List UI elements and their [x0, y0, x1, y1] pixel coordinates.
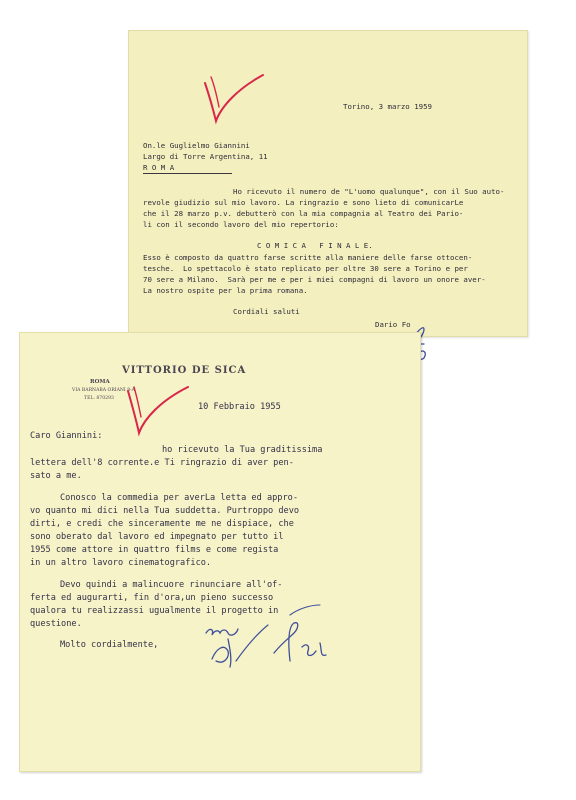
body-line: questione.: [30, 619, 82, 629]
body-line: ho ricevuto la Tua graditissima: [162, 445, 323, 455]
body-line: Esso è composto da quattro farse scritte alla maniere delle farse ottocen-: [143, 253, 473, 262]
body-line: sato a me.: [30, 471, 82, 481]
body-line: Devo quindi a malincuore rinunciare all'of-: [60, 580, 283, 590]
letter-date: 10 Febbraio 1955: [198, 402, 281, 412]
body-line: lettera dell'8 corrente.e Ti ringrazio di aver pen-: [30, 458, 294, 468]
recipient-name: On.le Guglielmo Giannini: [143, 141, 250, 150]
body-line: Conosco la commedia per averLa letta ed appro-: [60, 493, 298, 503]
recipient-city: R O M A: [143, 162, 232, 174]
body-line: sono oberato dal lavoro ed impegnato per tutto il: [30, 532, 284, 542]
red-checkmark-annotation: [124, 379, 204, 445]
vittorio-de-sica-letter: [19, 332, 421, 772]
recipient-street: Largo di Torre Argentina, 11: [143, 152, 268, 161]
body-line: qualora tu realizzassi ugualmente il progetto in: [30, 606, 279, 616]
play-title: C O M I C A F I N A L E.: [257, 241, 373, 250]
closing: Cordiali saluti: [233, 307, 300, 316]
body-line: La nostro ospite per la prima romana.: [143, 286, 308, 295]
body-line: 70 sere a Milano. Sarà per me e per i miei compagni di lavoro un onore aver-: [143, 275, 486, 284]
letterhead-street: VIA BARNABA ORIANI 8-A: [72, 388, 135, 393]
letterhead-city: ROMA: [90, 379, 110, 385]
letterhead-name: VITTORIO DE SICA: [122, 365, 247, 376]
salutation: Caro Giannini:: [30, 431, 103, 441]
closing: Molto cordialmente,: [60, 640, 159, 650]
body-line: in un altro lavoro cinematografico.: [30, 558, 212, 568]
body-line: revole giudizio sul mio lavoro. La ringrazio e sono lieto di comunicarLe: [143, 198, 464, 207]
body-line: vo quanto mi dici nella Tua suddetta. Purtroppo devo: [30, 506, 300, 516]
red-checkmark-annotation: [203, 63, 283, 133]
de-sica-signature: [202, 603, 352, 675]
body-line: tesche. Lo spettacolo è stato replicato per oltre 30 sere a Torino e per: [143, 264, 468, 273]
body-line: 1955 come attore in quattro films e come regista: [30, 545, 279, 555]
signer-name: Dario Fo: [375, 320, 411, 329]
body-line: li con il secondo lavoro del mio repertorio:: [143, 220, 339, 229]
dario-fo-letter: [128, 30, 528, 337]
body-line: Ho ricevuto il numero de "L'uomo qualunque", con il Suo auto-: [233, 187, 505, 196]
body-line: dirti, e credi che sinceramente me ne dispiace, che: [30, 519, 294, 529]
letterhead-phone: TEL. 870293: [84, 396, 114, 401]
body-line: che il 28 marzo p.v. debutterò con la mia compagnia al Teatro dei Pario-: [143, 209, 464, 218]
body-line: ferta ed augurarti, fin d'ora,un pieno successo: [30, 593, 274, 603]
letter-date: Torino, 3 marzo 1959: [343, 102, 432, 111]
